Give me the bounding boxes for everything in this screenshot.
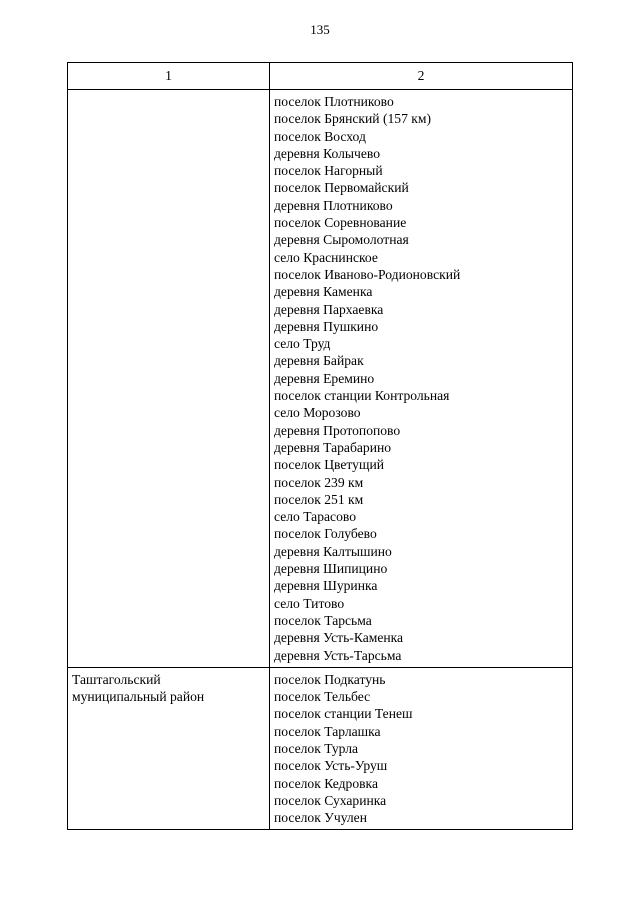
settlements-cell [270, 90, 573, 668]
settlement-item: село Титово [274, 595, 345, 611]
settlement-item: деревня Каменка [274, 284, 373, 300]
settlement-item: село Морозово [274, 405, 361, 421]
settlement-item: село Труд [274, 336, 331, 352]
settlement-item: деревня Шипицино [274, 561, 388, 577]
settlement-item: поселок Соревнование [274, 215, 407, 231]
settlement-list [274, 671, 568, 827]
settlement-item: поселок Тарлашка [274, 723, 381, 739]
settlements-cell [270, 667, 573, 830]
settlement-item: деревня Плотниково [274, 197, 393, 213]
column-header-2: 2 [270, 63, 573, 90]
settlements-table [67, 62, 573, 830]
settlement-item: деревня Калтышино [274, 543, 392, 559]
district-name: Таштагольский муниципальный район [72, 671, 205, 705]
settlement-item: деревня Усть-Каменка [274, 630, 404, 646]
settlement-item: деревня Усть-Тарсьма [274, 647, 402, 663]
district-cell [68, 667, 270, 830]
settlement-item: поселок Восход [274, 128, 366, 144]
settlement-list [274, 93, 568, 664]
settlement-item: поселок Нагорный [274, 163, 383, 179]
page-number: 135 [310, 22, 330, 37]
settlement-item: деревня Протопопово [274, 422, 401, 438]
settlement-item: поселок Голубево [274, 526, 377, 542]
table-row [68, 90, 573, 668]
settlement-item: поселок Турла [274, 740, 359, 756]
settlement-item: поселок Усть-Уруш [274, 758, 388, 774]
settlement-item: поселок 239 км [274, 474, 364, 490]
table-row [68, 667, 573, 830]
settlement-item: деревня Пархаевка [274, 301, 384, 317]
settlement-item: поселок Цветущий [274, 457, 384, 473]
settlement-item: поселок станции Тенеш [274, 706, 413, 722]
settlement-item: село Тарасово [274, 509, 356, 525]
district-cell [68, 90, 270, 668]
settlement-item: деревня Байрак [274, 353, 364, 369]
settlement-item: поселок Сухаринка [274, 792, 387, 808]
settlement-item: деревня Тарабарино [274, 439, 392, 455]
settlement-item: деревня Сыромолотная [274, 232, 409, 248]
settlement-item: поселок Первомайский [274, 180, 409, 196]
settlement-item: поселок Кедровка [274, 775, 378, 791]
settlement-item: деревня Пушкино [274, 318, 379, 334]
settlement-item: поселок Тарсьма [274, 612, 372, 628]
settlement-item: поселок Тельбес [274, 689, 371, 705]
settlement-item: село Краснинское [274, 249, 378, 265]
settlement-item: поселок Подкатунь [274, 671, 386, 687]
settlement-item: поселок Иваново-Родионовский [274, 266, 461, 282]
settlement-item: поселок Брянский (157 км) [274, 111, 431, 127]
settlement-item: поселок Плотниково [274, 94, 394, 109]
settlement-item: поселок Учулен [274, 810, 367, 826]
settlement-item: деревня Шуринка [274, 578, 378, 594]
table-header-row [68, 63, 573, 90]
settlement-item: поселок 251 км [274, 491, 364, 507]
column-header-1: 1 [68, 63, 270, 90]
settlement-item: деревня Еремино [274, 370, 375, 386]
settlement-item: деревня Колычево [274, 145, 381, 161]
table-body [68, 90, 573, 830]
settlement-item: поселок станции Контрольная [274, 388, 450, 404]
